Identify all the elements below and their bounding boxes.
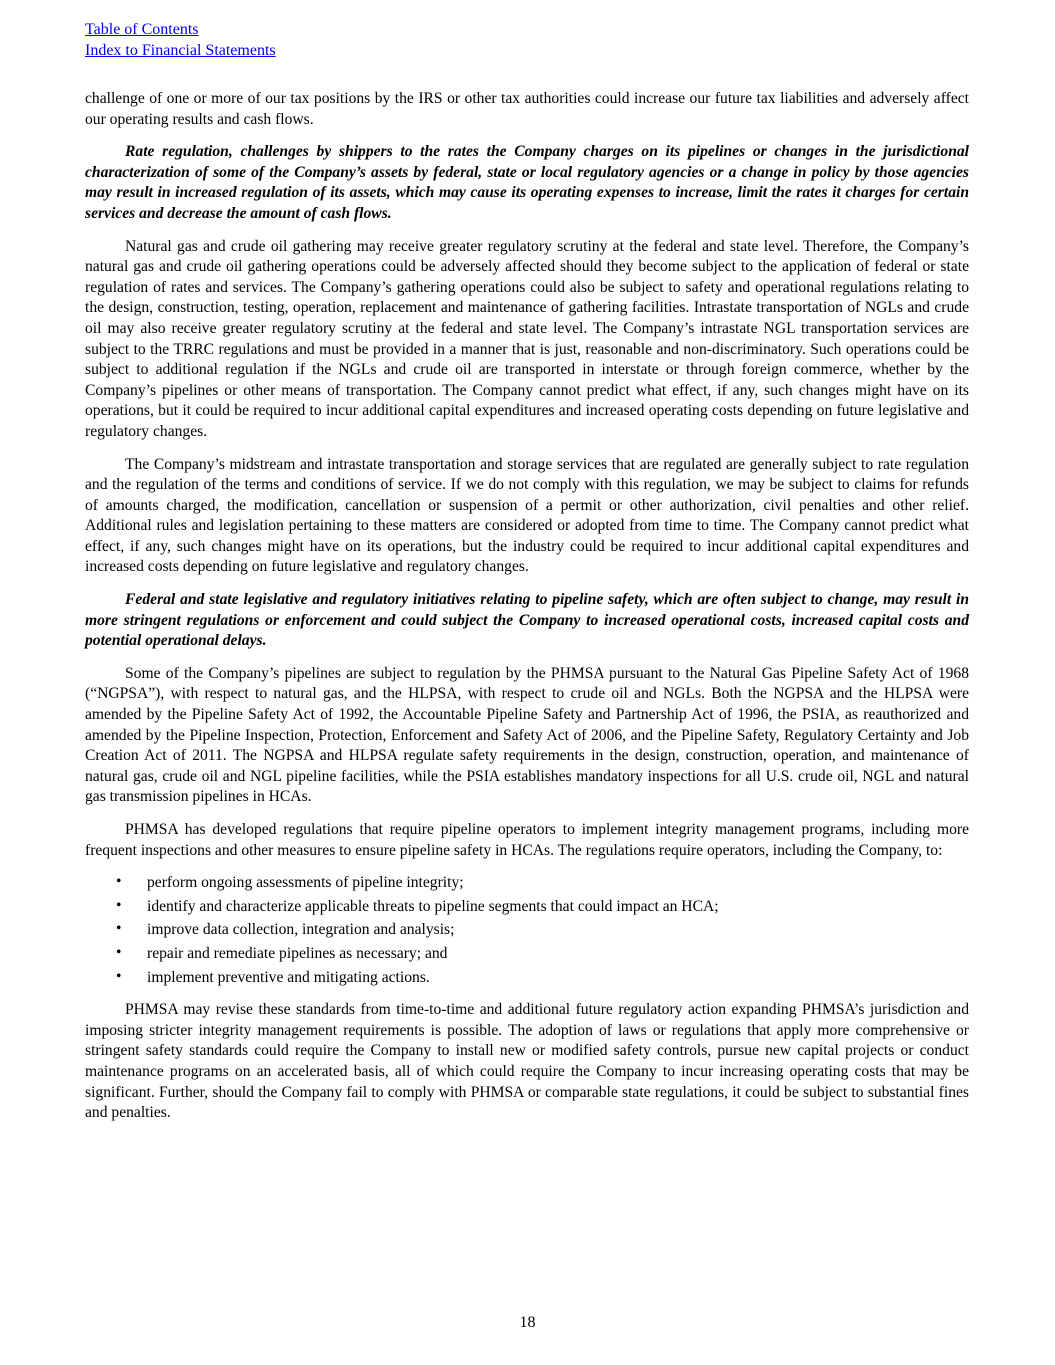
risk-heading-rate-regulation: Rate regulation, challenges by shippers to the rates the Company charges on its pipelines or changes in the jurisdictional characterization of some of the Company’s assets by federal, state or local regulatory agencies or a change in policy by those agencies may result in increased regulation of its assets, which may cause its operating expenses to increase, limit the rates it charges for certain services and decrease the amount of cash flows. [85,143,969,222]
bullet-icon: • [116,896,122,914]
list-item [85,897,969,918]
list-item [85,920,969,941]
page-number: 18 [519,1314,536,1331]
document-body [85,89,969,1136]
bullet-icon: • [116,920,122,938]
top-navigation [85,19,276,61]
paragraph-integrity-management: PHMSA has developed regulations that require pipeline operators to implement integrity management programs, including more frequent inspections and other measures to ensure pipeline safety in HCAs. The regulations require operators, including the Company, to: [85,821,969,859]
paragraph-phmsa-statutes: Some of the Company’s pipelines are subject to regulation by the PHMSA pursuant to the Natural Gas Pipeline Safety Act of 1968 (“NGPSA”), with respect to natural gas, and the HLPSA, with respect to crude oil and NGLs. Both the NGPSA and the HLPSA were amended by the Pipeline Safety Act of 1992, the Accountable Pipeline Safety and Partnership Act of 1996, the PSIA, as reauthorized and amended by the Pipeline Inspection, Protection, Enforcement and Safety Act of 2006, and the Pipeline Safety, Regulatory Certainty and Job Creation Act of 2011. The NGPSA and HLPSA regulate safety requirements in the design, construction, operation, and maintenance of natural gas, crude oil and NGL pipeline facilities, while the PSIA establishes mandatory inspections for all U.S. crude oil, NGL and natural gas transmission pipelines in HCAs. [85,664,969,806]
risk-heading-pipeline-safety: Federal and state legislative and regulatory initiatives relating to pipeline safety, which are often subject to change, may result in more stringent regulations or enforcement and could subject the Company to increased operational costs, increased capital costs and potential operational delays. [85,591,969,650]
index-to-financial-statements-link[interactable]: Index to Financial Statements [85,42,276,59]
operator-requirements-list [85,873,969,988]
list-item [85,873,969,894]
paragraph-tax-continuation: challenge of one or more of our tax positions by the IRS or other tax authorities could increase our future tax liabilities and adversely affect our operating results and cash flows. [85,90,969,128]
paragraph-phmsa-revisions: PHMSA may revise these standards from time-to-time and additional future regulatory action expanding PHMSA’s jurisdiction and imposing stricter integrity management requirements is possible. The adoption of laws or regulations that apply more comprehensive or stringent safety standards could require the Company to install new or modified safety controls, pursue new capital projects or conduct maintenance programs on an accelerated basis, all of which could require the Company to incur increasing operating costs that may be significant. Further, should the Company fail to comply with PHMSA or comparable state regulations, it could be subject to substantial fines and penalties. [85,1001,969,1122]
bullet-icon: • [116,943,122,961]
list-item-text: repair and remediate pipelines as necessary; and [147,944,448,962]
list-item-text: improve data collection, integration and analysis; [147,921,455,939]
paragraph-midstream-regulation: The Company’s midstream and intrastate transportation and storage services that are regulated are generally subject to rate regulation and the regulation of the terms and conditions of service. If we do not comply with this regulation, we may be subject to claims for refunds of amounts charged, the modification, cancellation or suspension of a permit or other authorization, civil penalties and other relief. Additional rules and legislation pertaining to these matters are considered or adopted from time to time. The Company cannot predict what effect, if any, such changes might have on its operations, but the industry could be required to incur additional capital expenditures and increased costs depending on future legislative and regulatory changes. [85,455,969,576]
bullet-icon: • [116,967,122,985]
paragraph-gathering-regulation: Natural gas and crude oil gathering may receive greater regulatory scrutiny at the federal and state level. Therefore, the Company’s natural gas and crude oil gathering operations could be adversely affected should they become subject to the application of federal or state regulation of rates and services. The Company’s gathering operations could also be subject to safety and operational regulations relating to the design, construction, testing, operation, replacement and maintenance of gathering facilities. Intrastate transportation of NGLs and crude oil may also receive greater regulatory scrutiny at the federal and state level. The Company’s intrastate NGL transportation services are subject to the TRRC regulations and must be provided in a manner that is just, reasonable and non-discriminatory. Such operations could be subject to additional regulation if the NGLs and crude oil are transported in interstate or through foreign commerce, whether by the Company’s pipelines or other means of transportation. The Company cannot predict what effect, if any, such changes might have on its operations, but it could be required to incur additional capital expenditures and increased operating costs depending on future legislative and regulatory changes. [85,237,969,440]
list-item [85,944,969,965]
list-item-text: implement preventive and mitigating actions. [147,968,430,986]
list-item-text: identify and characterize applicable threats to pipeline segments that could impact an HCA; [147,897,719,915]
list-item-text: perform ongoing assessments of pipeline integrity; [147,874,464,892]
list-item [85,968,969,989]
table-of-contents-link[interactable]: Table of Contents [85,21,199,38]
bullet-icon: • [116,873,122,891]
